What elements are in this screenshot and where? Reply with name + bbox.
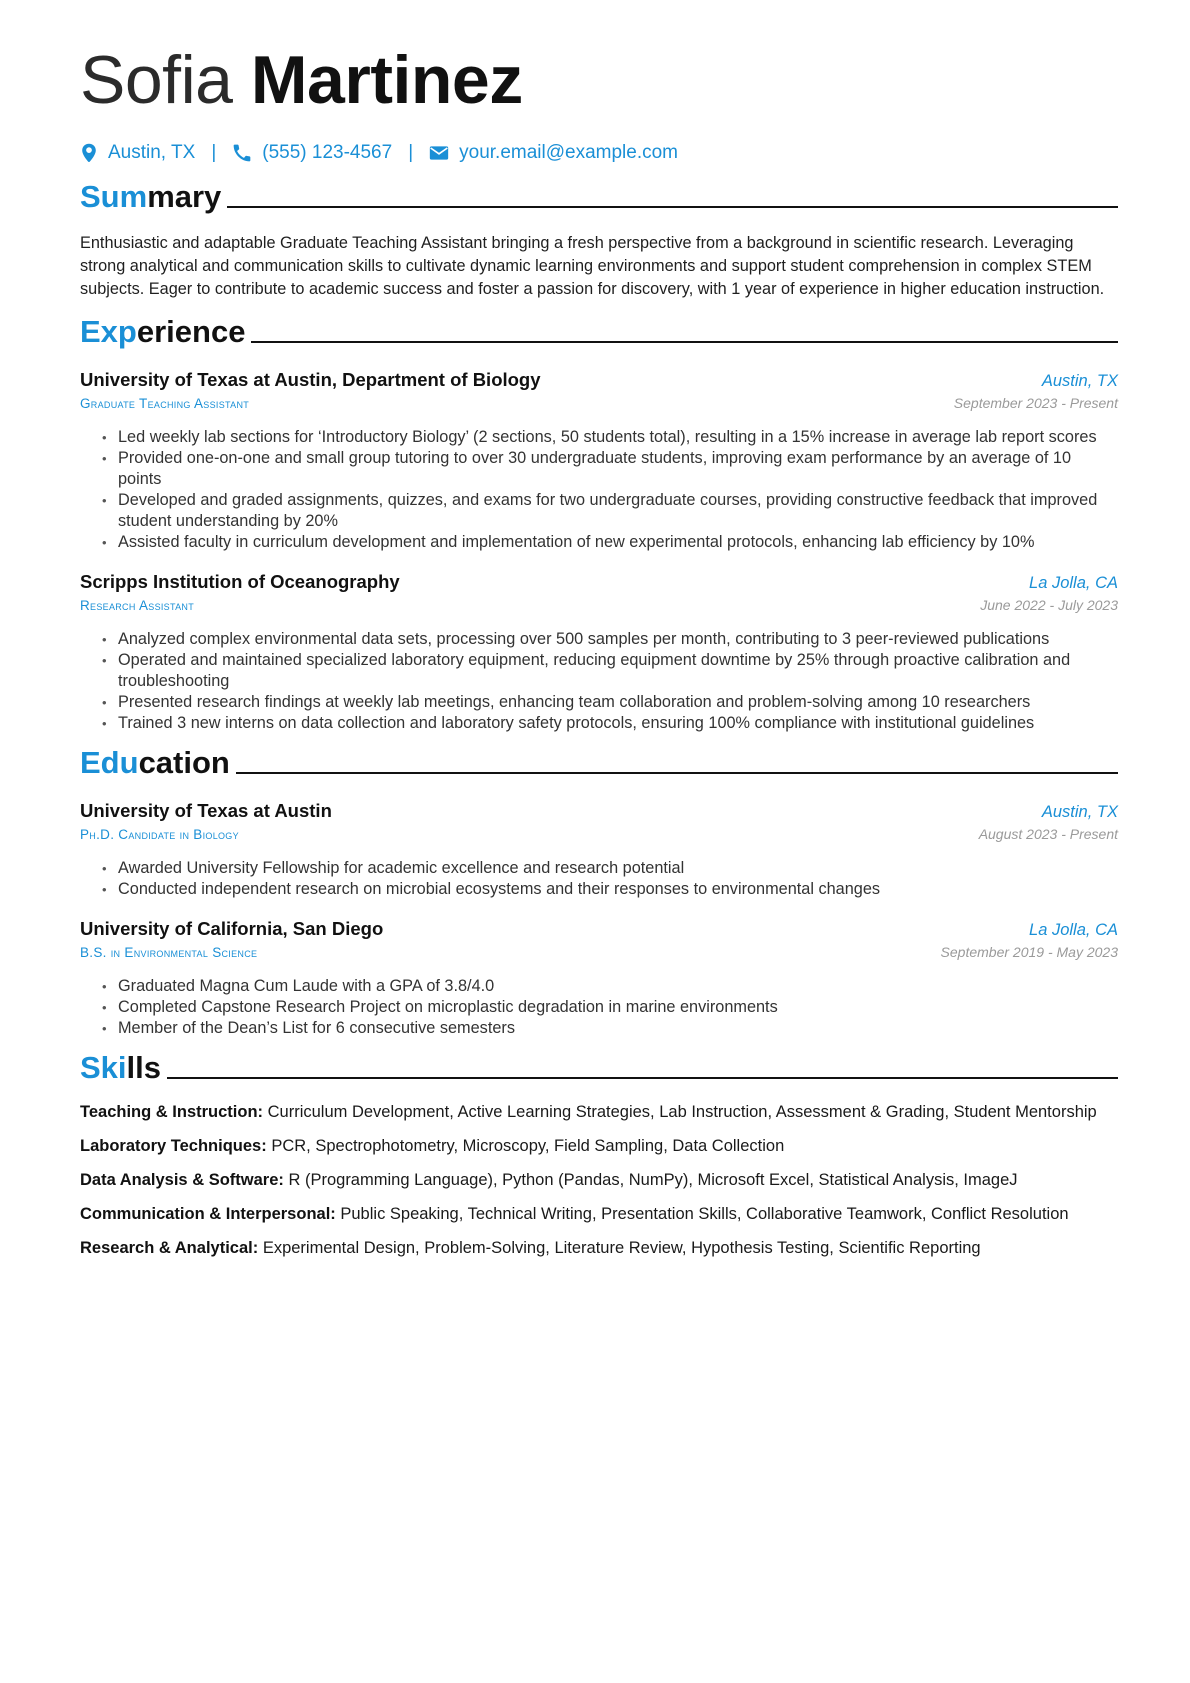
candidate-name <box>80 40 1118 120</box>
section-title <box>80 178 221 216</box>
entry-date: September 2019 - May 2023 <box>940 944 1118 960</box>
section-title-rest: erience <box>136 314 246 349</box>
entry-date: June 2022 - July 2023 <box>980 597 1118 613</box>
map-pin-icon <box>80 143 98 163</box>
contact-email[interactable] <box>429 142 678 164</box>
phone-icon <box>232 143 252 163</box>
entry-bullets <box>80 427 1118 553</box>
skill-category: Laboratory Techniques: <box>80 1137 267 1155</box>
entry-role: Ph.D. Candidate in Biology <box>80 827 239 842</box>
list-item: • Developed and graded assignments, quizzes, and exams for two undergraduate courses, providing constructive feedback that improved student understanding by 20% <box>118 490 1118 532</box>
entry-bullets <box>80 858 1118 900</box>
phone-text: (555) 123-4567 <box>262 142 393 163</box>
skill-row <box>80 1135 1118 1157</box>
skill-row <box>80 1101 1118 1123</box>
list-item: • Conducted independent research on microbial ecosystems and their responses to environmental changes <box>118 879 1118 900</box>
list-item: • Analyzed complex environmental data sets, processing over 500 samples per month, contributing to 3 peer-reviewed publications <box>118 629 1118 650</box>
section-rule <box>251 341 1118 343</box>
contact-separator: | <box>408 142 414 163</box>
entry-organization: Scripps Institution of Oceanography <box>80 571 400 592</box>
list-item: • Operated and maintained specialized laboratory equipment, reducing equipment downtime by 25% through proactive calibration and troubleshooting <box>118 650 1118 692</box>
contact-bar <box>80 142 1118 164</box>
section-heading-summary <box>80 178 1118 216</box>
education-entry <box>80 800 1118 900</box>
skill-items: Public Speaking, Technical Writing, Presentation Skills, Collaborative Teamwork, Conflict Resolution <box>340 1205 1069 1223</box>
entry-role: Graduate Teaching Assistant <box>80 396 250 411</box>
section-title-rest: mary <box>147 179 222 214</box>
entry-role: Research Assistant <box>80 598 195 613</box>
summary-text: Enthusiastic and adaptable Graduate Teaching Assistant bringing a fresh perspective from a background in scientific research. Leveraging strong analytical and communication skills to cultivate dynamic learning environments and support student comprehension in complex STEM subjects. Eager to contribute to academic success and foster a passion for discovery, with 1 year of experience in higher education instruction. <box>80 234 1105 298</box>
list-item: • Member of the Dean’s List for 6 consecutive semesters <box>118 1018 1118 1039</box>
section-rule <box>236 772 1118 774</box>
skill-row <box>80 1169 1118 1191</box>
entry-location: La Jolla, CA <box>1029 921 1118 939</box>
list-item: • Presented research findings at weekly lab meetings, enhancing team collaboration and problem-solving among 10 researchers <box>118 692 1118 713</box>
skill-items: R (Programming Language), Python (Pandas, NumPy), Microsoft Excel, Statistical Analysis, ImageJ <box>288 1171 1018 1189</box>
skill-items: Experimental Design, Problem-Solving, Literature Review, Hypothesis Testing, Scientific Reporting <box>262 1239 981 1257</box>
section-title <box>80 1049 161 1087</box>
section-rule <box>227 206 1118 208</box>
entry-date: September 2023 - Present <box>953 395 1118 411</box>
section-title-accent: Ski <box>80 1050 127 1085</box>
experience-entry <box>80 369 1118 553</box>
email-text: your.email@example.com <box>459 142 678 163</box>
section-title <box>80 744 230 782</box>
list-item: • Completed Capstone Research Project on microplastic degradation in marine environments <box>118 997 1118 1018</box>
skill-items: Curriculum Development, Active Learning Strategies, Lab Instruction, Assessment & Grading, Student Mentorship <box>267 1103 1097 1121</box>
contact-phone[interactable] <box>232 142 392 164</box>
envelope-icon <box>429 143 449 163</box>
first-name: Sofia <box>80 42 233 118</box>
list-item: • Led weekly lab sections for ‘Introductory Biology’ (2 sections, 50 students total), resulting in a 15% increase in average lab report scores <box>118 427 1118 448</box>
section-title <box>80 313 245 351</box>
entry-role: B.S. in Environmental Science <box>80 945 258 960</box>
skill-category: Research & Analytical: <box>80 1239 259 1257</box>
skill-category: Data Analysis & Software: <box>80 1171 284 1189</box>
skill-items: PCR, Spectrophotometry, Microscopy, Field Sampling, Data Collection <box>271 1137 785 1155</box>
skill-row <box>80 1237 1118 1259</box>
entry-organization: University of California, San Diego <box>80 918 384 939</box>
list-item: • Assisted faculty in curriculum development and implementation of new experimental protocols, enhancing lab efficiency by 10% <box>118 532 1118 553</box>
list-item: • Awarded University Fellowship for academic excellence and research potential <box>118 858 1118 879</box>
education-entry <box>80 918 1118 1039</box>
section-title-accent: Edu <box>80 745 139 780</box>
contact-separator: | <box>211 142 217 163</box>
section-heading-experience <box>80 313 1118 351</box>
entry-bullets <box>80 976 1118 1039</box>
section-title-accent: Exp <box>80 314 137 349</box>
contact-location <box>80 142 195 164</box>
entry-organization: University of Texas at Austin, Department of Biology <box>80 369 541 390</box>
list-item: • Graduated Magna Cum Laude with a GPA of 3.8/4.0 <box>118 976 1118 997</box>
entry-location: Austin, TX <box>1041 372 1118 390</box>
entry-location: Austin, TX <box>1041 803 1118 821</box>
skill-category: Communication & Interpersonal: <box>80 1205 336 1223</box>
entry-location: La Jolla, CA <box>1029 574 1118 592</box>
section-title-rest: cation <box>138 745 230 780</box>
experience-entry <box>80 571 1118 734</box>
entry-organization: University of Texas at Austin <box>80 800 332 821</box>
skills-list <box>80 1101 1118 1259</box>
entry-date: August 2023 - Present <box>978 826 1118 842</box>
section-title-rest: lls <box>126 1050 161 1085</box>
section-heading-education <box>80 744 1118 782</box>
skill-row <box>80 1203 1118 1225</box>
list-item: • Provided one-on-one and small group tutoring to over 30 undergraduate students, improving exam performance by an average of 10 points <box>118 448 1118 490</box>
entry-bullets <box>80 629 1118 734</box>
list-item: • Trained 3 new interns on data collection and laboratory safety protocols, ensuring 100% compliance with institutional guidelines <box>118 713 1118 734</box>
section-rule <box>167 1077 1118 1079</box>
section-title-accent: Sum <box>80 179 148 214</box>
location-text: Austin, TX <box>108 142 196 163</box>
section-heading-skills <box>80 1049 1118 1087</box>
last-name: Martinez <box>250 42 523 118</box>
skill-category: Teaching & Instruction: <box>80 1103 264 1121</box>
